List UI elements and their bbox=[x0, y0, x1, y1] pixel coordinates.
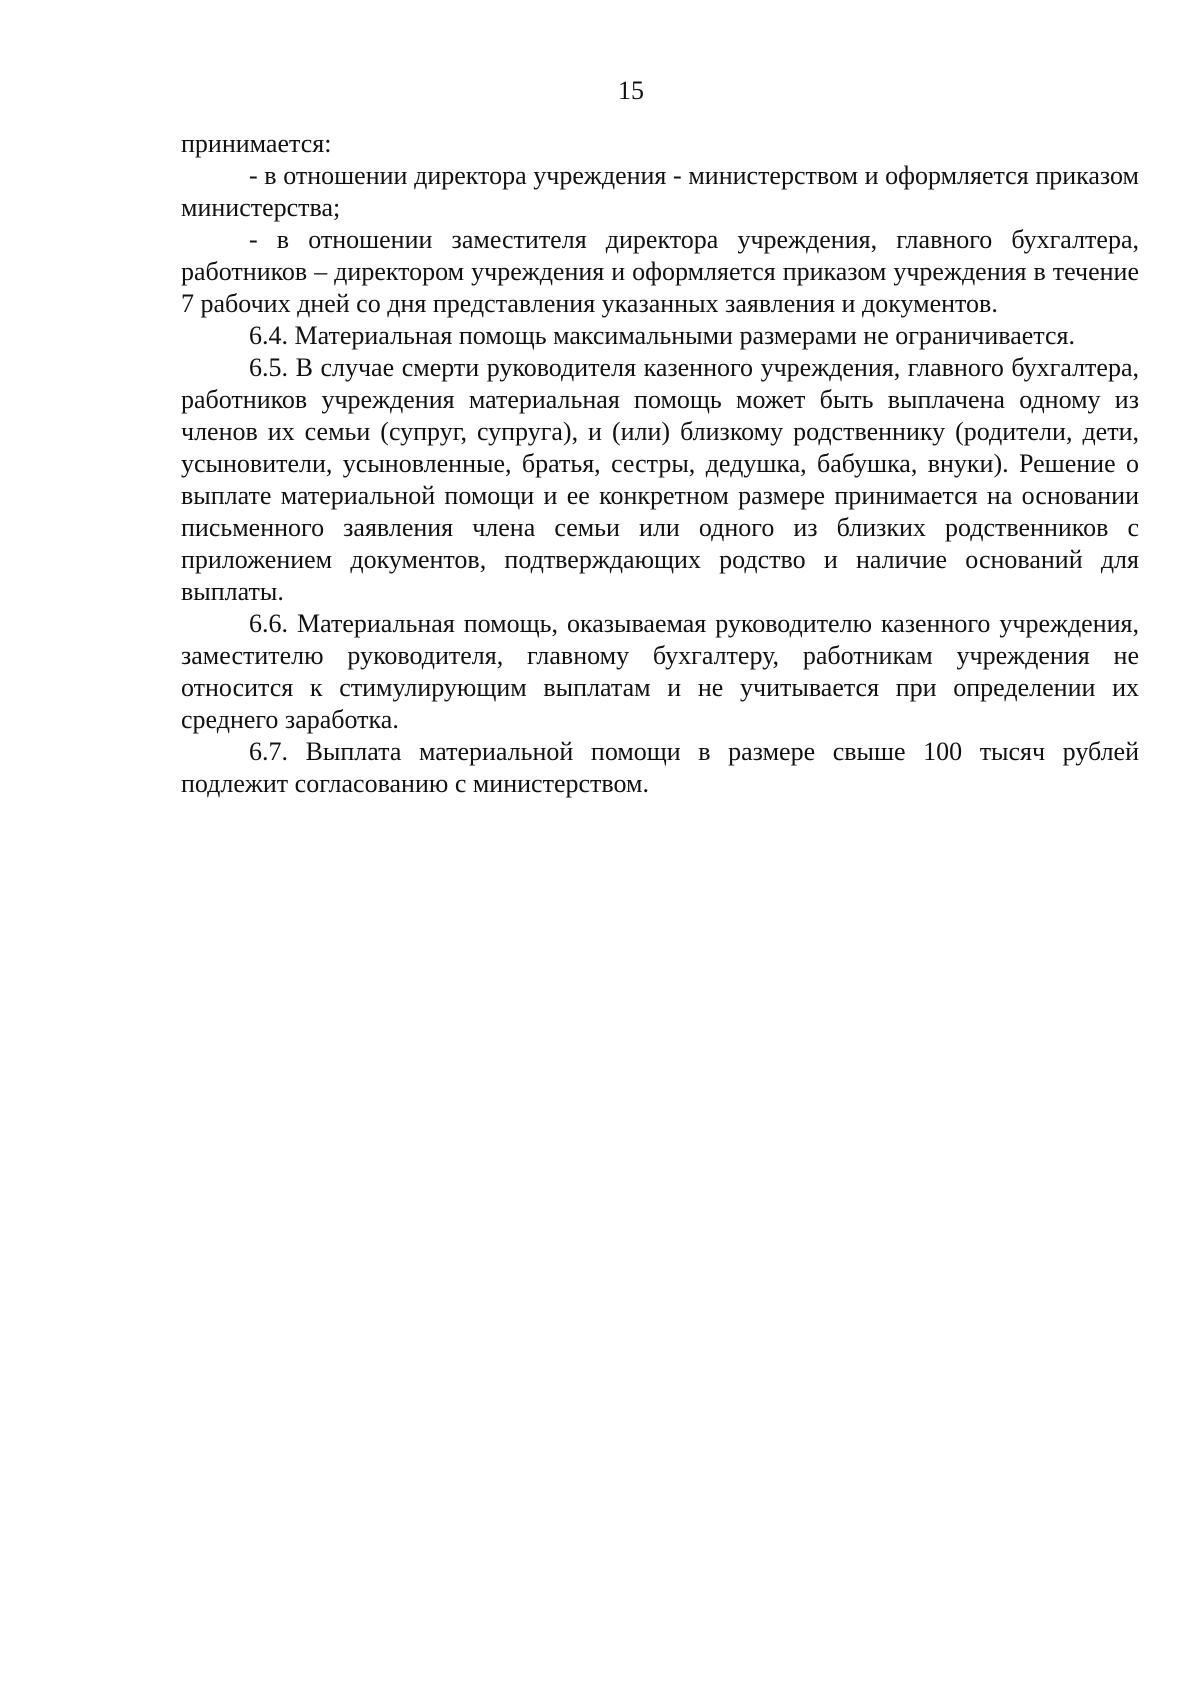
paragraph-6-7: 6.7. Выплата материальной помощи в размере свыше 100 тысяч рублей подлежит согласованию с министерством. bbox=[181, 737, 1139, 798]
paragraph-continuation: принимается: bbox=[181, 129, 332, 158]
paragraph-6-4: 6.4. Материальная помощь максимальными размерами не ограничивается. bbox=[249, 321, 1075, 350]
paragraph-deputy-clause: - в отношении заместителя директора учреждения, главного бухгалтера, работников – директором учреждения и оформляется приказом учреждения в течение 7 рабочих дней со дня представления указанных заявления и документов. bbox=[181, 225, 1139, 318]
paragraph-6-5: 6.5. В случае смерти руководителя казенного учреждения, главного бухгалтера, работников учреждения материальная помощь может быть выплачена одному из членов их семьи (супруг, супруга), и (или) близкому родственнику (родители, дети, усыновители, усыновленные, братья, сестры, дедушка, бабушка, внуки). Решение о выплате материальной помощи и ее конкретном размере принимается на основании письменного заявления члена семьи или одного из близких родственников с приложением документов, подтверждающих родство и наличие оснований для выплаты. bbox=[181, 353, 1139, 606]
document-body bbox=[181, 128, 1139, 800]
page-number: 15 bbox=[618, 76, 644, 105]
paragraph-6-6: 6.6. Материальная помощь, оказываемая руководителю казенного учреждения, заместителю руководителя, главному бухгалтеру, работникам учреждения не относится к стимулирующим выплатам и не учитывается при определении их среднего заработка. bbox=[181, 609, 1139, 734]
paragraph-director-clause: - в отношении директора учреждения - министерством и оформляется приказом министерства; bbox=[181, 161, 1139, 222]
